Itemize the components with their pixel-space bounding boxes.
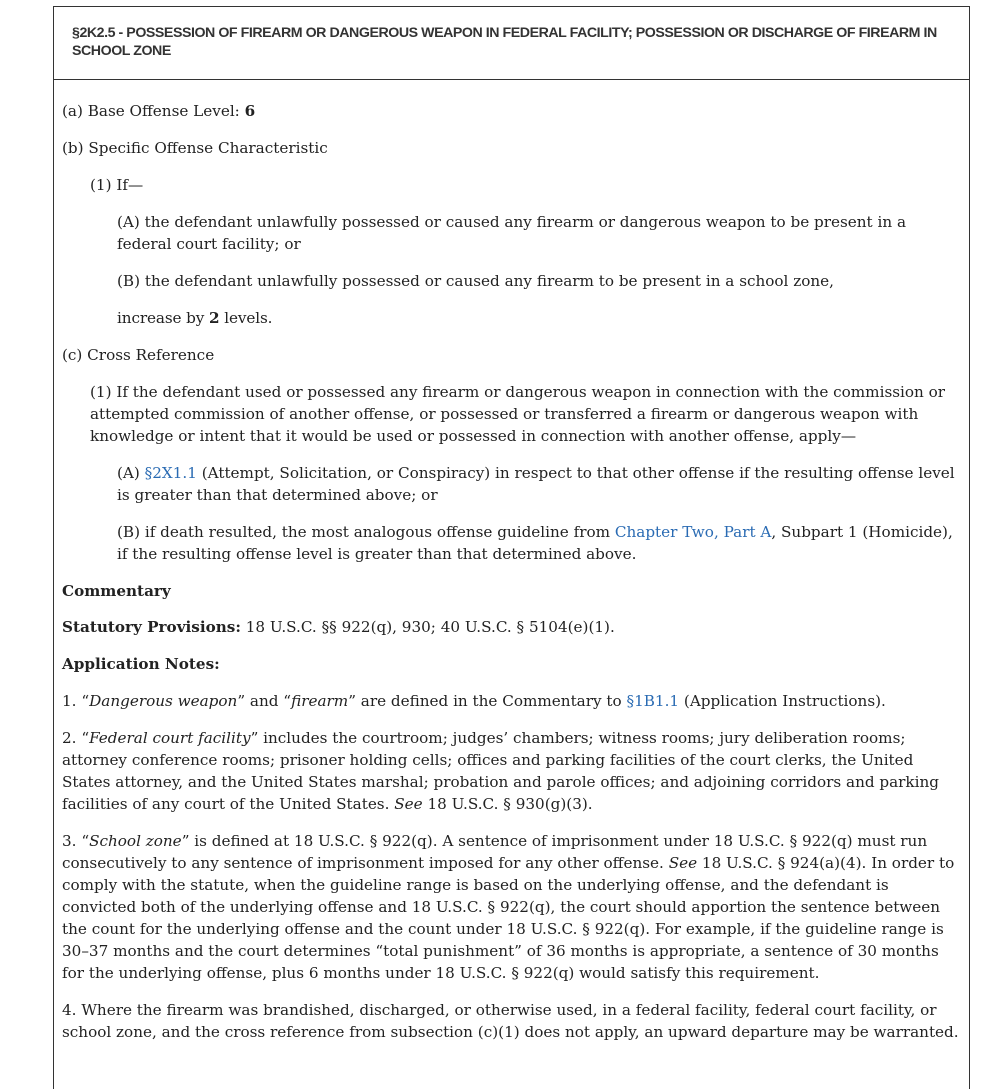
c1-a-item: (A) §2X1.1 (Attempt, Solicitation, or Conspiracy) in respect to that other offense if the resulting offense level is greater than that determined above; or	[117, 464, 955, 504]
base-level-value: 6	[244, 102, 256, 120]
c1-b-item: (B) if death resulted, the most analogous offense guideline from Chapter Two, Part A, Subpart 1 (Homicide), if the resulting offense level is greater than that determined above.	[117, 523, 953, 563]
link-1b1-1[interactable]: §1B1.1	[626, 692, 680, 710]
statutory-provisions: Statutory Provisions: 18 U.S.C. §§ 922(q), 930; 40 U.S.C. § 5104(e)(1).	[62, 618, 615, 636]
note-4: 4. Where the firearm was brandished, discharged, or otherwise used, in a federal facility, federal court facility, or school zone, and the cross reference from subsection (c)(1) does not apply, an upward departure may be warranted.	[62, 1001, 959, 1041]
note-2: 2. “Federal court facility” includes the courtroom; judges’ chambers; witness rooms; jury deliberation rooms; attorney conference rooms; prisoner holding cells; offices and parking facilities of the court clerks, the United States attorney, and the United States marshal; probation and parole offices; and adjoining corridors and parking facilities of any court of the United States. See 18 U.S.C. § 930(g)(3).	[62, 729, 939, 813]
page-title: §2K2.5 - POSSESSION OF FIREARM OR DANGEROUS WEAPON IN FEDERAL FACILITY; POSSESSION OR DISCHARGE OF FIREARM IN SCHOOL ZONE	[72, 25, 937, 59]
c1-item: (1) If the defendant used or possessed any firearm or dangerous weapon in connection with the commission or attempted commission of another offense, or possessed or transferred a firearm or dangerous weapon with knowledge or intent that it would be used or possessed in connection with another offense, apply—	[90, 383, 946, 445]
increase-value: 2	[209, 309, 220, 327]
note-1: 1. “Dangerous weapon” and “firearm” are defined in the Commentary to §1B1.1 (Application Instructions).	[62, 692, 886, 710]
application-notes-heading: Application Notes:	[62, 655, 220, 673]
link-2x1-1[interactable]: §2X1.1	[144, 464, 197, 482]
commentary-heading: Commentary	[62, 582, 171, 600]
note-3: 3. “School zone” is defined at 18 U.S.C. § 922(q). A sentence of imprisonment under 18 U.S.C. § 922(q) must run consecutively to any sentence of imprisonment imposed for any other offense. See 18 U.S.C. § 924(a)(4). In order to comply with the statute, when the guideline range is based on the underlying offense, and the defendant is convicted both of the underlying offense and 18 U.S.C. § 922(q), the court should apportion the sentence between the count for the underlying offense and the count under 18 U.S.C. § 922(q). For example, if the guideline range is 30–37 months and the court determines “total punishment” of 36 months is appropriate, a sentence of 30 months for the underlying offense, plus 6 months under 18 U.S.C. § 922(q) would satisfy this requirement.	[62, 832, 955, 982]
increase-text: increase by 2 levels.	[117, 309, 273, 327]
specific-offense-heading: (b) Specific Offense Characteristic	[62, 139, 328, 157]
b1-b-item: (B) the defendant unlawfully possessed or caused any firearm to be present in a school zone,	[117, 272, 834, 290]
guideline-body	[62, 100, 962, 1043]
base-offense-level: (a) Base Offense Level: 6	[62, 102, 256, 120]
b1-a-item: (A) the defendant unlawfully possessed or caused any firearm or dangerous weapon to be present in a federal court facility; or	[117, 213, 906, 253]
b1-item: (1) If—	[90, 176, 144, 194]
cross-reference-heading: (c) Cross Reference	[62, 346, 215, 364]
link-chapter-two-part-a[interactable]: Chapter Two, Part A	[614, 523, 772, 541]
